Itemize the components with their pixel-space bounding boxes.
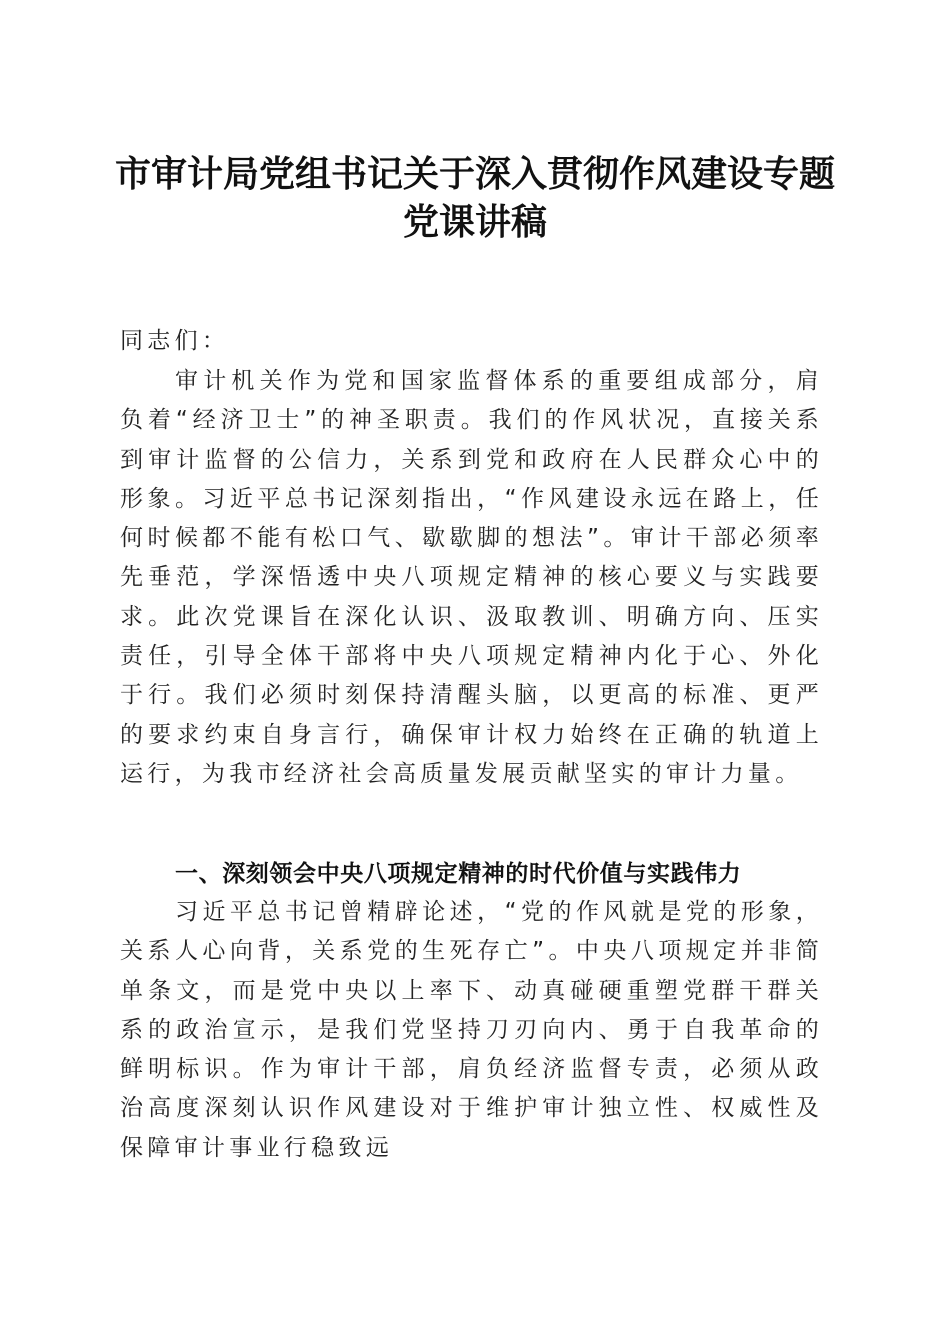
- document-title: [100, 150, 850, 246]
- section-heading-1: 一、深刻领会中央八项规定精神的时代价值与实践伟力: [175, 861, 742, 887]
- title-line-2: 党课讲稿: [402, 201, 547, 243]
- salutation: 同志们：: [120, 328, 230, 354]
- title-line-1: 市审计局党组书记关于深入贯彻作风建设专题: [114, 153, 835, 195]
- body-paragraph-2: 习近平总书记曾精辟论述，“党的作风就是党的形象，关系人心向背，关系党的生死存亡”。中央八项规定并非简单条文，而是党中央以上率下、动真碰硬重塑党群干群关系的政治宣示，是我们党坚持刀刃向内、勇于自我革命的鲜明标识。作为审计干部，肩负经济监督专责，必须从政治高度深刻认识作风建设对于维护审计独立性、权威性及保障审计事业行稳致远: [120, 899, 823, 1161]
- body-paragraph-1: 审计机关作为党和国家监督体系的重要组成部分，肩负着“经济卫士”的神圣职责。我们的作风状况，直接关系到审计监督的公信力，关系到党和政府在人民群众心中的形象。习近平总书记深刻指出，“作风建设永远在路上，任何时候都不能有松口气、歇歇脚的想法”。审计干部必须率先垂范，学深悟透中央八项规定精神的核心要义与实践要求。此次党课旨在深化认识、汲取教训、明确方向、压实责任，引导全体干部将中央八项规定精神内化于心、外化于行。我们必须时刻保持清醒头脑，以更高的标准、更严的要求约束自身言行，确保审计权力始终在正确的轨道上运行，为我市经济社会高质量发展贡献坚实的审计力量。: [120, 368, 823, 787]
